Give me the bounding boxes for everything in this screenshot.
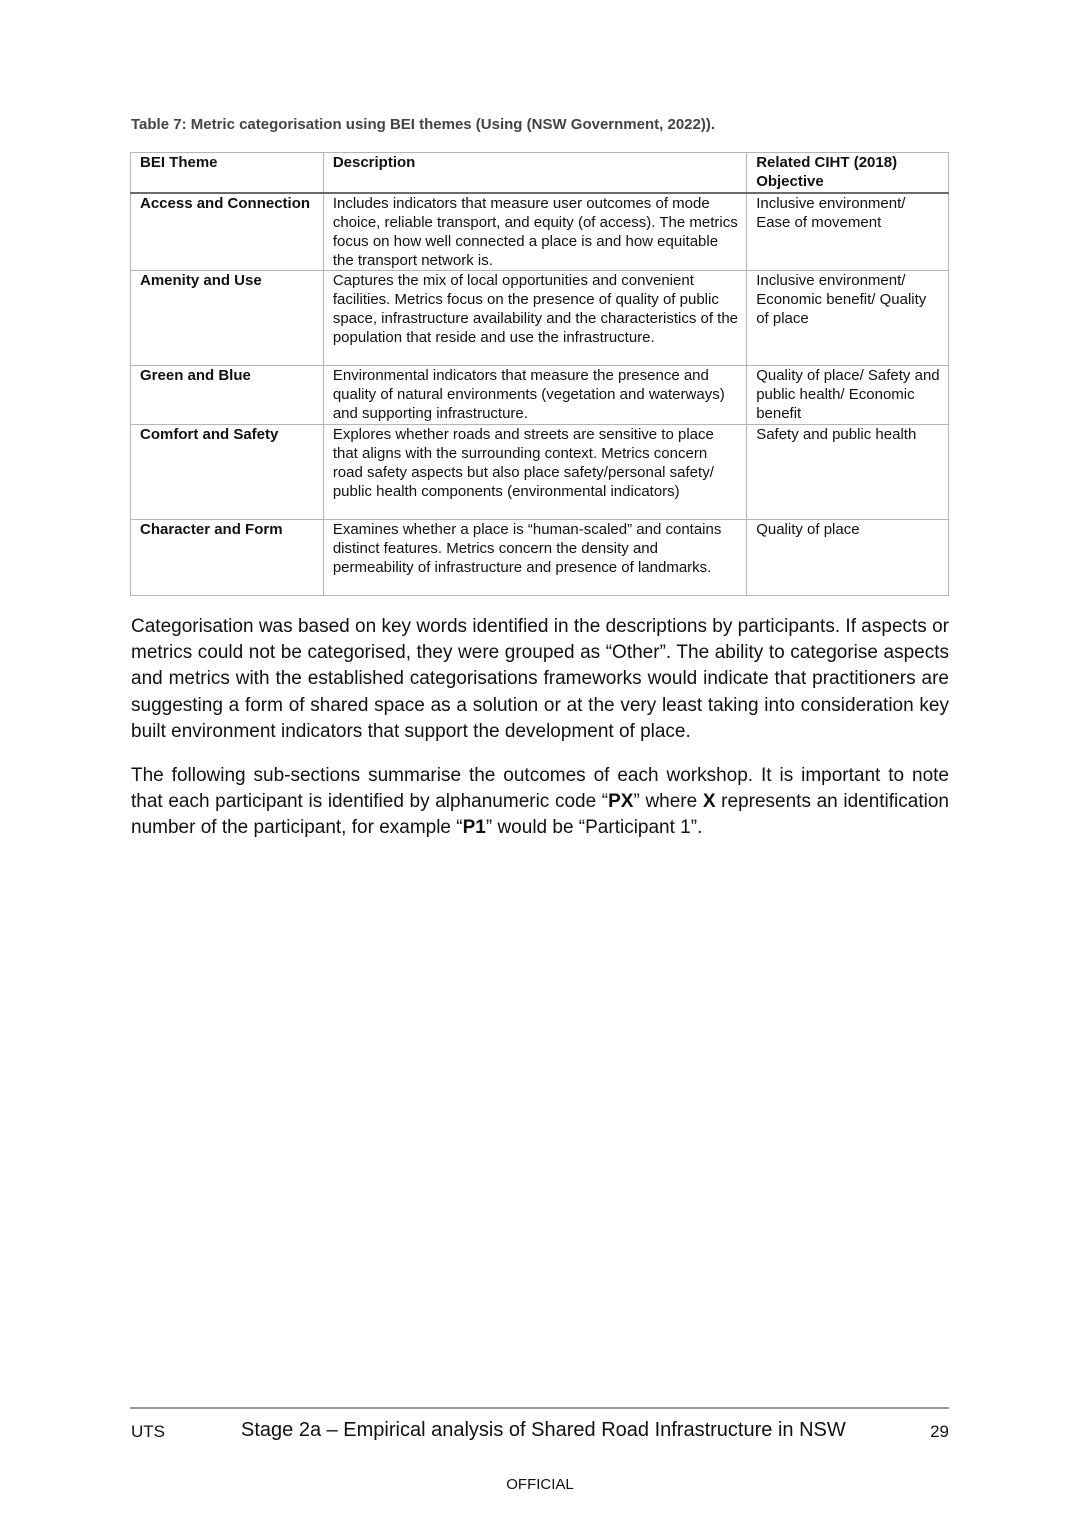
cell-objective: Inclusive environment/ Ease of movement: [747, 193, 949, 271]
participant-example: P1: [462, 817, 486, 839]
footer-organisation: UTS: [131, 1422, 165, 1441]
cell-theme: Character and Form: [131, 520, 324, 596]
table-row: [131, 425, 949, 520]
cell-theme: Comfort and Safety: [131, 425, 324, 520]
cell-objective: Quality of place: [747, 520, 949, 596]
header-ciht-objective: Related CIHT (2018) Objective: [747, 153, 949, 193]
table-row: [131, 366, 949, 425]
table-row: [131, 271, 949, 366]
header-bei-theme: BEI Theme: [131, 153, 324, 193]
table-header-row: [131, 153, 949, 193]
page-number: 29: [930, 1422, 949, 1441]
header-description: Description: [323, 153, 746, 193]
cell-theme: Green and Blue: [131, 366, 324, 425]
cell-objective: Safety and public health: [747, 425, 949, 520]
table-row: [131, 193, 949, 271]
footer-report-title: Stage 2a – Empirical analysis of Shared Road Infrastructure in NSW: [241, 1419, 846, 1441]
paragraph-text: ” where: [633, 791, 703, 813]
cell-description: Captures the mix of local opportunities and convenient facilities. Metrics focus on the presence of quality of public space, infrastructure availability and the characteristics of the population that reside and use the infrastructure.: [323, 271, 746, 366]
cell-theme: Amenity and Use: [131, 271, 324, 366]
paragraph-text: ” would be “Participant 1”.: [485, 817, 703, 839]
paragraph-text: The following sub-sections summarise the outcomes of each workshop. It is important to note that each participant is identified by alphanumeric code “: [131, 765, 949, 813]
cell-description: Includes indicators that measure user outcomes of mode choice, reliable transport, and equity (of access). The metrics focus on how well connected a place is and how equitable the transport network is.: [323, 193, 746, 271]
table-row: [131, 520, 949, 596]
cell-objective: Quality of place/ Safety and public health/ Economic benefit: [747, 366, 949, 425]
classification-label: OFFICIAL: [506, 1476, 574, 1493]
code-variable: X: [702, 791, 716, 813]
body-paragraph-categorisation: Categorisation was based on key words identified in the descriptions by participants. If aspects or metrics could not be categorised, they were grouped as “Other”. The ability to categorise aspects and metrics with the established categorisations frameworks would indicate that practitioners are suggesting a form of shared space as a solution or at the very least taking into consideration key built environment indicators that support the development of place.: [131, 616, 949, 742]
cell-description: Explores whether roads and streets are sensitive to place that aligns with the surrounding context. Metrics concern road safety aspects but also place safety/personal safety/ public health components (environmental indicators): [323, 425, 746, 520]
cell-description: Examines whether a place is “human-scaled” and contains distinct features. Metrics concern the density and permeability of infrastructure and presence of landmarks.: [323, 520, 746, 596]
cell-theme: Access and Connection: [131, 193, 324, 271]
body-paragraph-participants: [131, 763, 949, 842]
footer-divider: [130, 1407, 949, 1409]
paragraph-text: represents an identification number of the participant, for example “: [131, 791, 949, 839]
cell-description: Environmental indicators that measure the presence and quality of natural environments (vegetation and waterways) and supporting infrastructure.: [323, 366, 746, 425]
table-caption: Table 7: Metric categorisation using BEI themes (Using (NSW Government, 2022)).: [131, 116, 716, 133]
cell-objective: Inclusive environment/ Economic benefit/ Quality of place: [747, 271, 949, 366]
participant-code: PX: [608, 791, 634, 813]
bei-metric-table: [130, 152, 949, 596]
